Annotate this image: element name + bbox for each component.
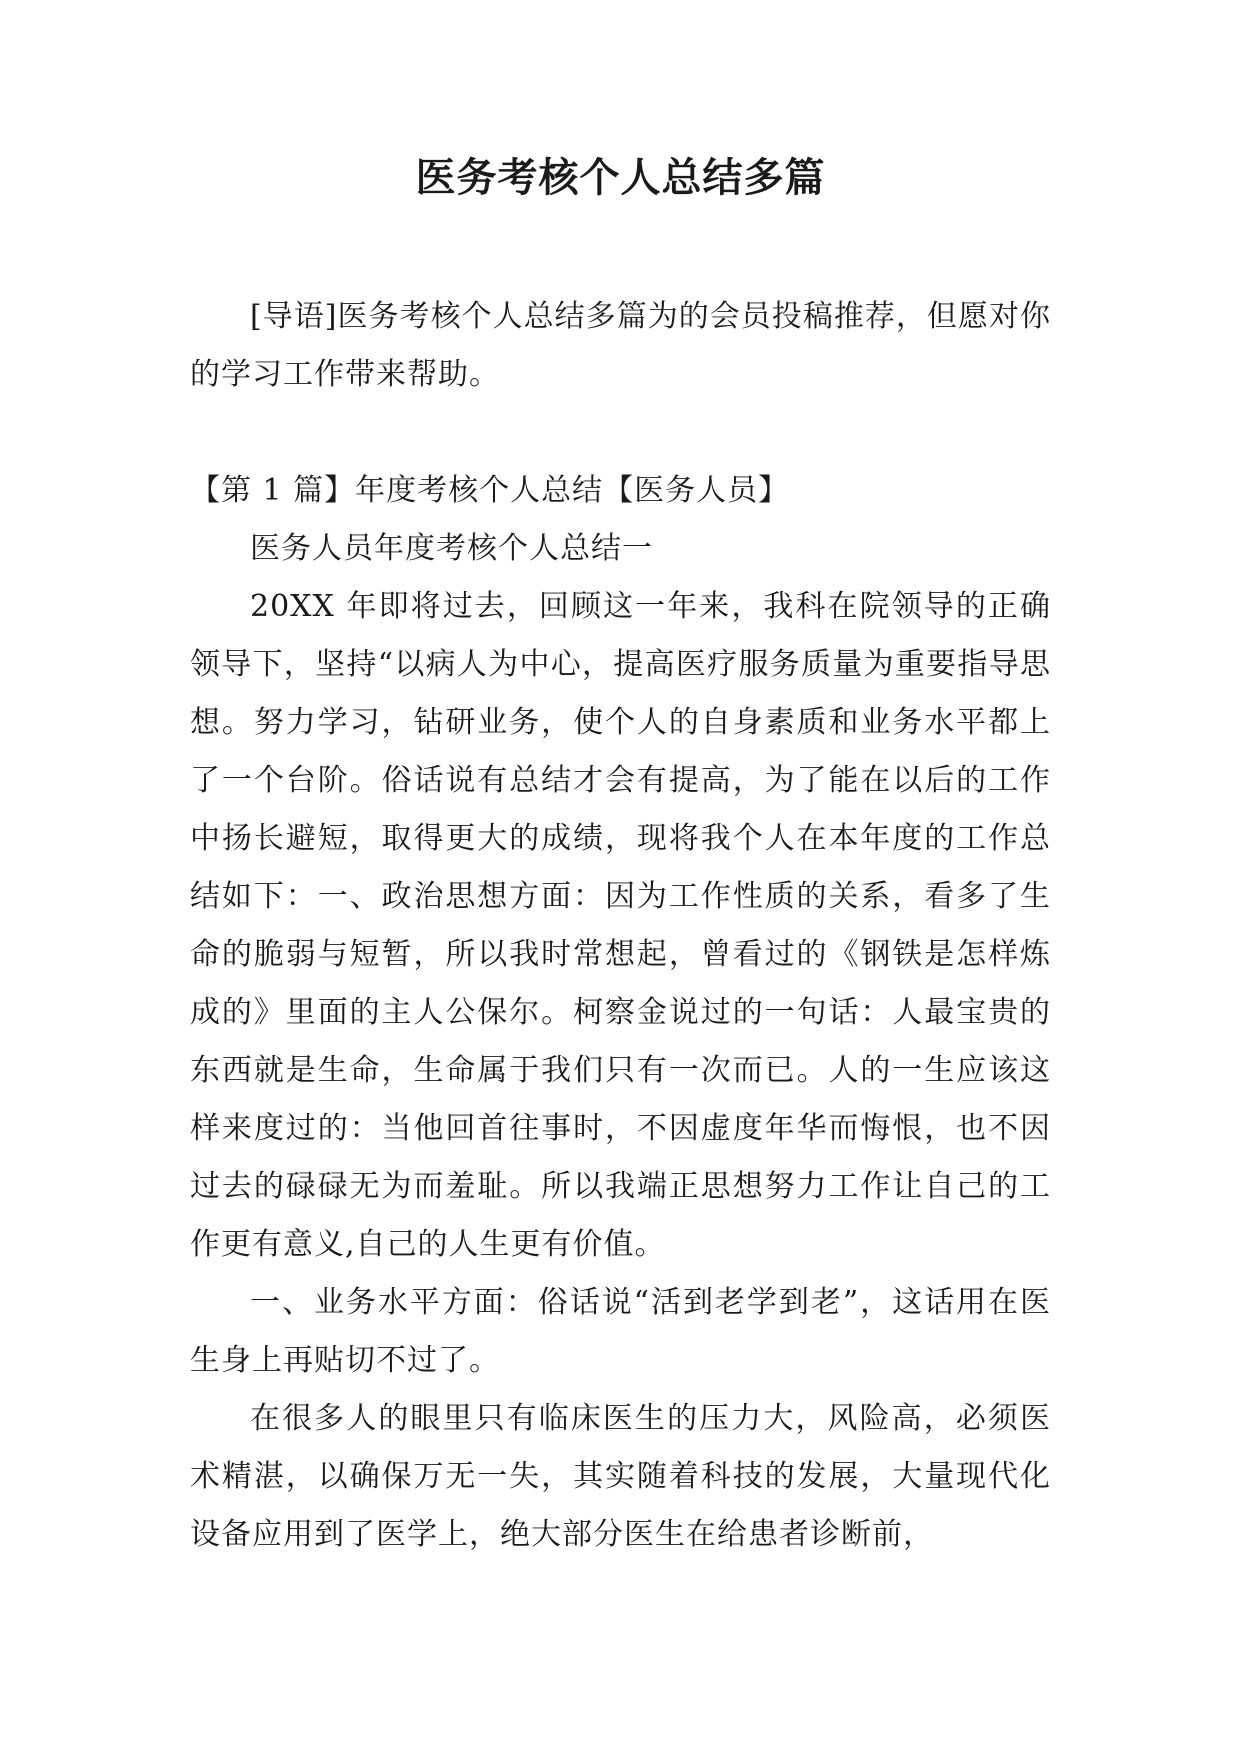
body-paragraph-2: 一、业务水平方面：俗话说“活到老学到老”，这话用在医生身上再贴切不过了。 xyxy=(190,1285,1051,1378)
intro-paragraph: [导语]医务考核个人总结多篇为的会员投稿推荐，但愿对你的学习工作带来帮助。 xyxy=(190,299,1051,392)
document-title: 医务考核个人总结多篇 xyxy=(415,155,826,201)
body-paragraph-3: 在很多人的眼里只有临床医生的压力大，风险高，必须医术精湛，以确保万无一失，其实随着科技的发展，大量现代化设备应用到了医学上，绝大部分医生在给患者诊断前， xyxy=(190,1401,1051,1552)
subheading: 医务人员年度考核个人总结一 xyxy=(250,531,653,566)
document-body xyxy=(190,288,1051,1564)
spacer xyxy=(190,404,1051,462)
section-heading: 【第 1 篇】年度考核个人总结【医务人员】 xyxy=(190,473,790,508)
body-paragraph-1: 20XX 年即将过去，回顾这一年来，我科在院领导的正确领导下，坚持“以病人为中心，提高医疗服务质量为重要指导思想。努力学习，钻研业务，使个人的自身素质和业务水平都上了一个台阶。俗话说有总结才会有提高，为了能在以后的工作中扬长避短，取得更大的成绩，现将我个人在本年度的工作总结如下：一、政治思想方面：因为工作性质的关系，看多了生命的脆弱与短暂，所以我时常想起，曾看过的《钢铁是怎样炼成的》里面的主人公保尔。柯察金说过的一句话：人最宝贵的东西就是生命，生命属于我们只有一次而已。人的一生应该这样来度过的：当他回首往事时，不因虚度年华而悔恨，也不因过去的碌碌无为而羞耻。所以我端正思想努力工作让自己的工作更有意义,自己的人生更有价值。 xyxy=(190,589,1051,1262)
